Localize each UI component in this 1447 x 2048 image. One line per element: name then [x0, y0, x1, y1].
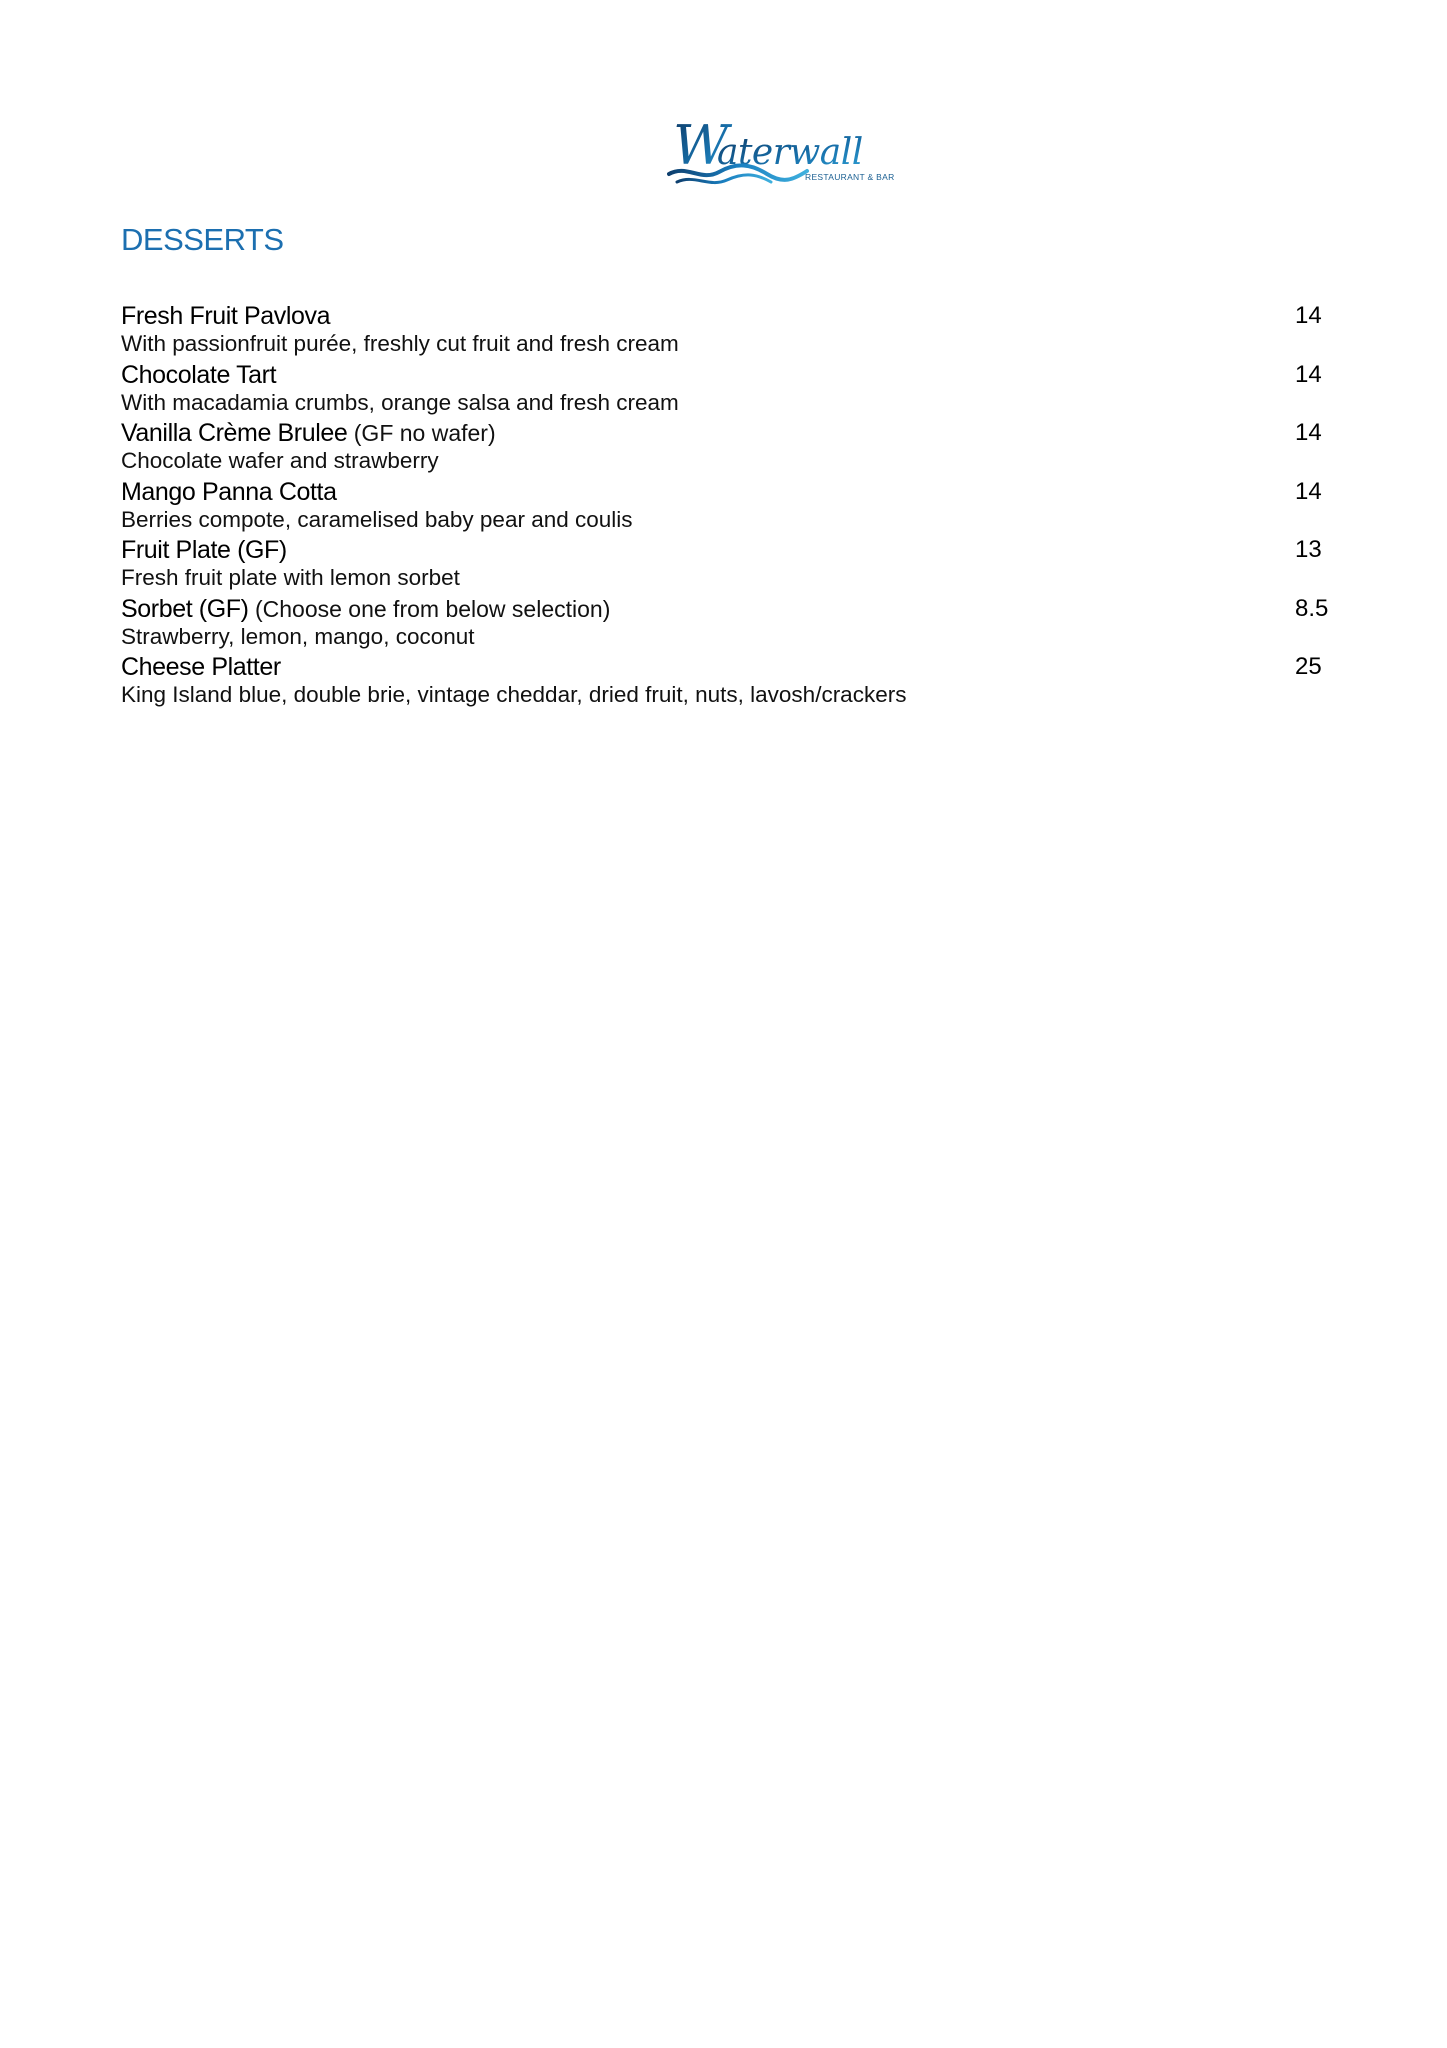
item-description: Chocolate wafer and strawberry	[121, 448, 439, 473]
item-price: 14	[1295, 302, 1322, 329]
item-price: 14	[1295, 419, 1322, 446]
item-note: (Choose one from below selection)	[248, 595, 611, 622]
section-title: DESSERTS	[121, 222, 284, 257]
item-price: 14	[1295, 477, 1322, 505]
menu-item	[121, 476, 1341, 535]
item-note: (GF no wafer)	[347, 420, 496, 446]
item-price: 25	[1295, 653, 1322, 680]
item-name: Vanilla Crème Brulee	[121, 419, 348, 447]
waterwall-logo-image	[667, 108, 937, 190]
menu-item	[121, 359, 1341, 418]
menu-item	[121, 417, 1341, 476]
item-description: King Island blue, double brie, vintage cheddar, dried fruit, nuts, lavosh/crackers	[121, 682, 907, 707]
svg-text:W: W	[673, 114, 728, 177]
item-description: With passionfruit purée, freshly cut fruit and fresh cream	[121, 331, 679, 356]
item-price: 13	[1295, 536, 1322, 563]
item-name: Sorbet (GF)	[121, 594, 249, 623]
svg-text:aterwall: aterwall	[717, 132, 863, 173]
item-name: Chocolate Tart	[121, 360, 277, 389]
item-price: 14	[1295, 360, 1322, 388]
menu-item	[121, 534, 1341, 593]
item-name: Fresh Fruit Pavlova	[121, 302, 331, 330]
item-price: 8.5	[1295, 594, 1329, 622]
waterwall-logo	[667, 108, 937, 190]
item-description: With macadamia crumbs, orange salsa and fresh cream	[121, 389, 679, 415]
item-description: Berries compote, caramelised baby pear and coulis	[121, 506, 633, 532]
item-description: Fresh fruit plate with lemon sorbet	[121, 565, 460, 590]
menu-item	[121, 651, 1341, 710]
dessert-menu	[121, 300, 1341, 710]
logo-tagline: RESTAURANT & BAR	[805, 172, 895, 182]
item-name: Cheese Platter	[121, 653, 281, 681]
item-name: Mango Panna Cotta	[121, 477, 337, 506]
menu-item	[121, 300, 1341, 359]
item-name: Fruit Plate (GF)	[121, 536, 287, 564]
menu-item	[121, 593, 1341, 652]
item-description: Strawberry, lemon, mango, coconut	[121, 623, 475, 649]
